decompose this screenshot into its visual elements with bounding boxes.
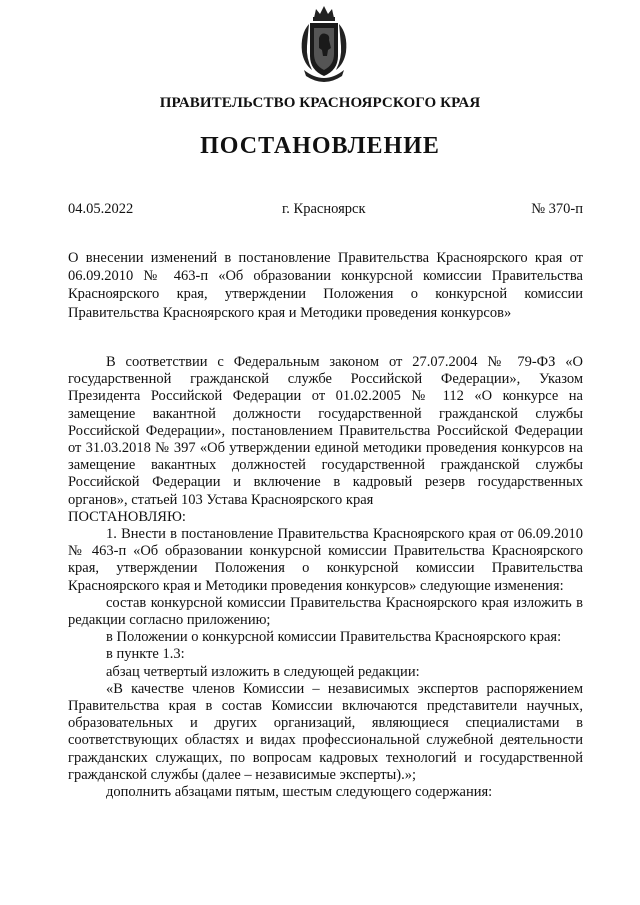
preamble-paragraph: В соответствии с Федеральным законом от 27.07.2004 № 79-ФЗ «О государственной гражданской службе Российской Федерации», Указом Президента Российской Федерации от 01.02.2005 № 112 «О конкурсе на замещение вакантной должности государственной гражданской службы Российской Федерации», постановлением Правительства Российской Федерации от 31.03.2018 № 397 «Об утверждении единой методики проведения конкурсов на замещение вакантных должностей государственной гражданской службы Российской Федерации и включение в кадровый резерв государственных органов», статьей 103 Устава Красноярского края xyxy=(68,354,583,508)
item-1-paragraph: 1. Внести в постановление Правительства Красноярского края от 06.09.2010 № 463-п «Об образовании конкурсной комиссии Правительства Красноярского края, утверждении Положения о конкурсной комиссии Правительства Красноярского края и Методики проведения конкурсов» следующие изменения: xyxy=(68,526,583,594)
point-paragraph: в пункте 1.3: xyxy=(106,646,185,663)
organization-heading: ПРАВИТЕЛЬСТВО КРАСНОЯРСКОГО КРАЯ xyxy=(159,95,481,111)
regulation-paragraph: в Положении о конкурсной комиссии Правительства Красноярского края: xyxy=(106,629,562,646)
commission-paragraph: состав конкурсной комиссии Правительства Красноярского края изложить в редакции согласно приложению; xyxy=(68,594,583,629)
document-number: № 370-п xyxy=(531,201,583,217)
document-subject: О внесении изменений в постановление Правительства Красноярского края от 06.09.2010 № 463-п «Об образовании конкурсной комиссии Правительства Красноярского края, утверждении Положения о конкурсной комиссии Правительства Красноярского края и Методики проведения конкурсов» xyxy=(68,250,583,321)
document-city: г. Красноярск xyxy=(282,201,366,217)
quote-paragraph: «В качестве членов Комиссии – независимых экспертов распоряжением Правительства края в состав Комиссии включаются представители научных, образовательных и других организаций, являющиеся специалистами в соответствующих областях и видах профессиональной служебной деятельности гражданских служащих, по вопросам кадровых технологий и государственной гражданской службы (далее – независимые эксперты).»; xyxy=(68,680,583,783)
add-paragraph: дополнить абзацами пятым, шестым следующего содержания: xyxy=(106,784,493,801)
document-body xyxy=(68,354,583,801)
document-type-title: ПОСТАНОВЛЕНИЕ xyxy=(200,133,440,159)
document-date: 04.05.2022 xyxy=(68,201,134,217)
decree-word: ПОСТАНОВЛЯЮ: xyxy=(68,508,186,525)
krasnoyarsk-coat-of-arms-icon xyxy=(296,4,352,86)
abzac-paragraph: абзац четвертый изложить в следующей редакции: xyxy=(106,663,420,680)
